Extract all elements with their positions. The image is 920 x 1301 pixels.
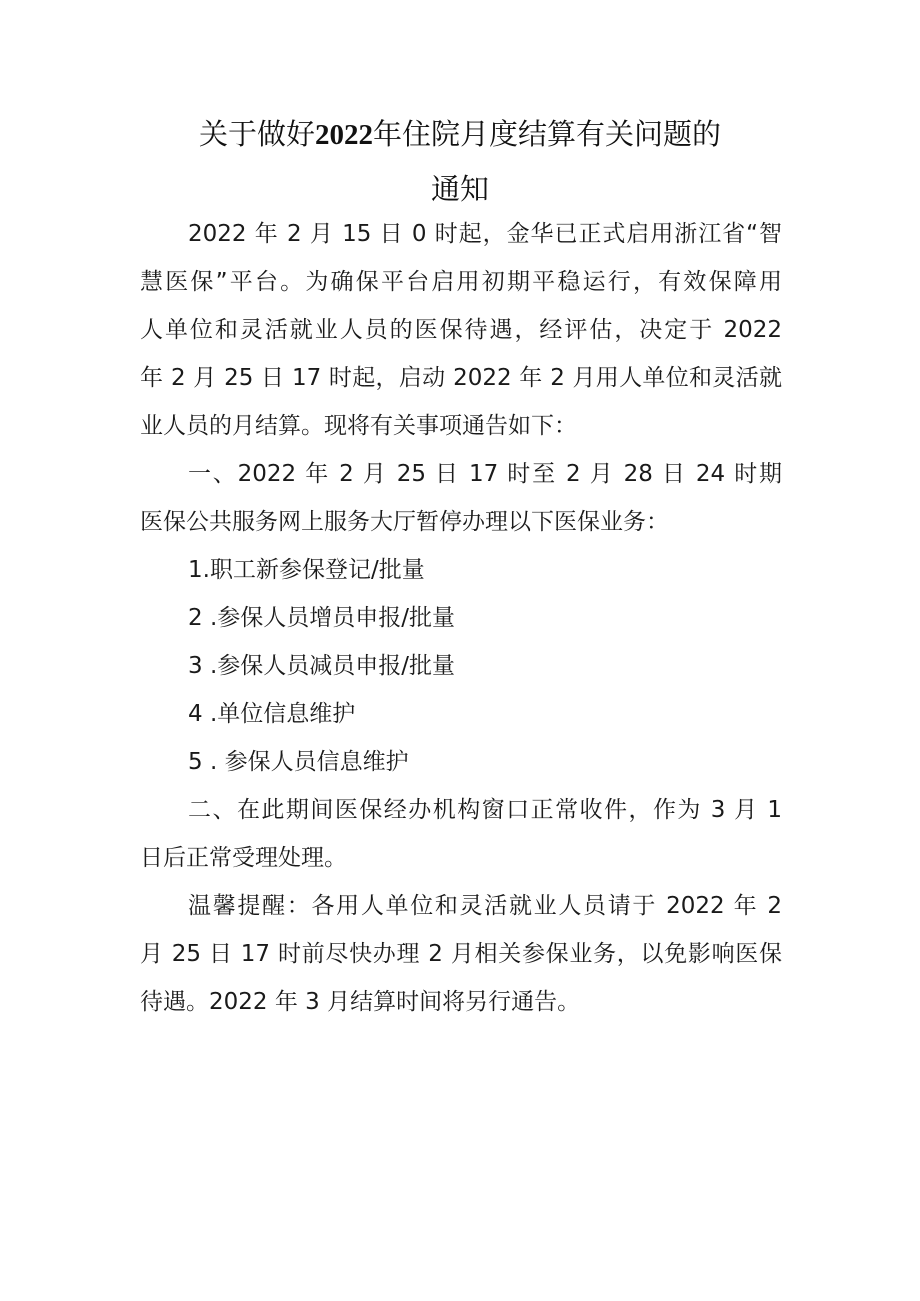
paragraph-intro-line: 人单位和灵活就业人员的医保待遇，经评估，决定于 2022 xyxy=(140,317,782,343)
title-line-2: 通知 xyxy=(430,172,489,206)
paragraph-intro-line: 2022 年 2 月 15 日 0 时起，金华已正式启用浙江省“智 xyxy=(188,221,782,247)
title-suffix: 年住院月度结算有关问题的 xyxy=(373,117,722,151)
paragraph-intro-line: 业人员的月结算。现将有关事项通告如下： xyxy=(140,413,577,439)
list-item: 1.职工新参保登记/批量 xyxy=(188,557,425,583)
title-line-1 xyxy=(140,107,780,162)
paragraph-intro-line: 年 2 月 25 日 17 时起，启动 2022 年 2 月用人单位和灵活就 xyxy=(140,365,782,391)
section-two-line: 二、在此期间医保经办机构窗口正常收件，作为 3 月 1 xyxy=(188,797,782,823)
list-item: 5 . 参保人员信息维护 xyxy=(188,749,409,775)
list-item: 3 .参保人员减员申报/批量 xyxy=(188,653,456,679)
section-two-line: 日后正常受理处理。 xyxy=(140,845,347,871)
list-item: 4 .单位信息维护 xyxy=(188,701,356,727)
reminder-line: 待遇。2022 年 3 月结算时间将另行通告。 xyxy=(140,989,581,1015)
reminder-line: 温馨提醒：各用人单位和灵活就业人员请于 2022 年 2 xyxy=(188,893,782,919)
document-title xyxy=(140,107,780,216)
section-one-line: 一、2022 年 2 月 25 日 17 时至 2 月 28 日 24 时期 xyxy=(188,461,782,487)
title-year: 2022 xyxy=(315,119,373,151)
list-item: 2 .参保人员增员申报/批量 xyxy=(188,605,456,631)
document-body xyxy=(140,210,782,1026)
reminder-line: 月 25 日 17 时前尽快办理 2 月相关参保业务，以免影响医保 xyxy=(140,941,782,967)
title-prefix: 关于做好 xyxy=(198,117,315,151)
paragraph-intro-line: 慧医保”平台。为确保平台启用初期平稳运行，有效保障用 xyxy=(140,269,782,295)
section-one-line: 医保公共服务网上服务大厅暂停办理以下医保业务： xyxy=(140,509,669,535)
